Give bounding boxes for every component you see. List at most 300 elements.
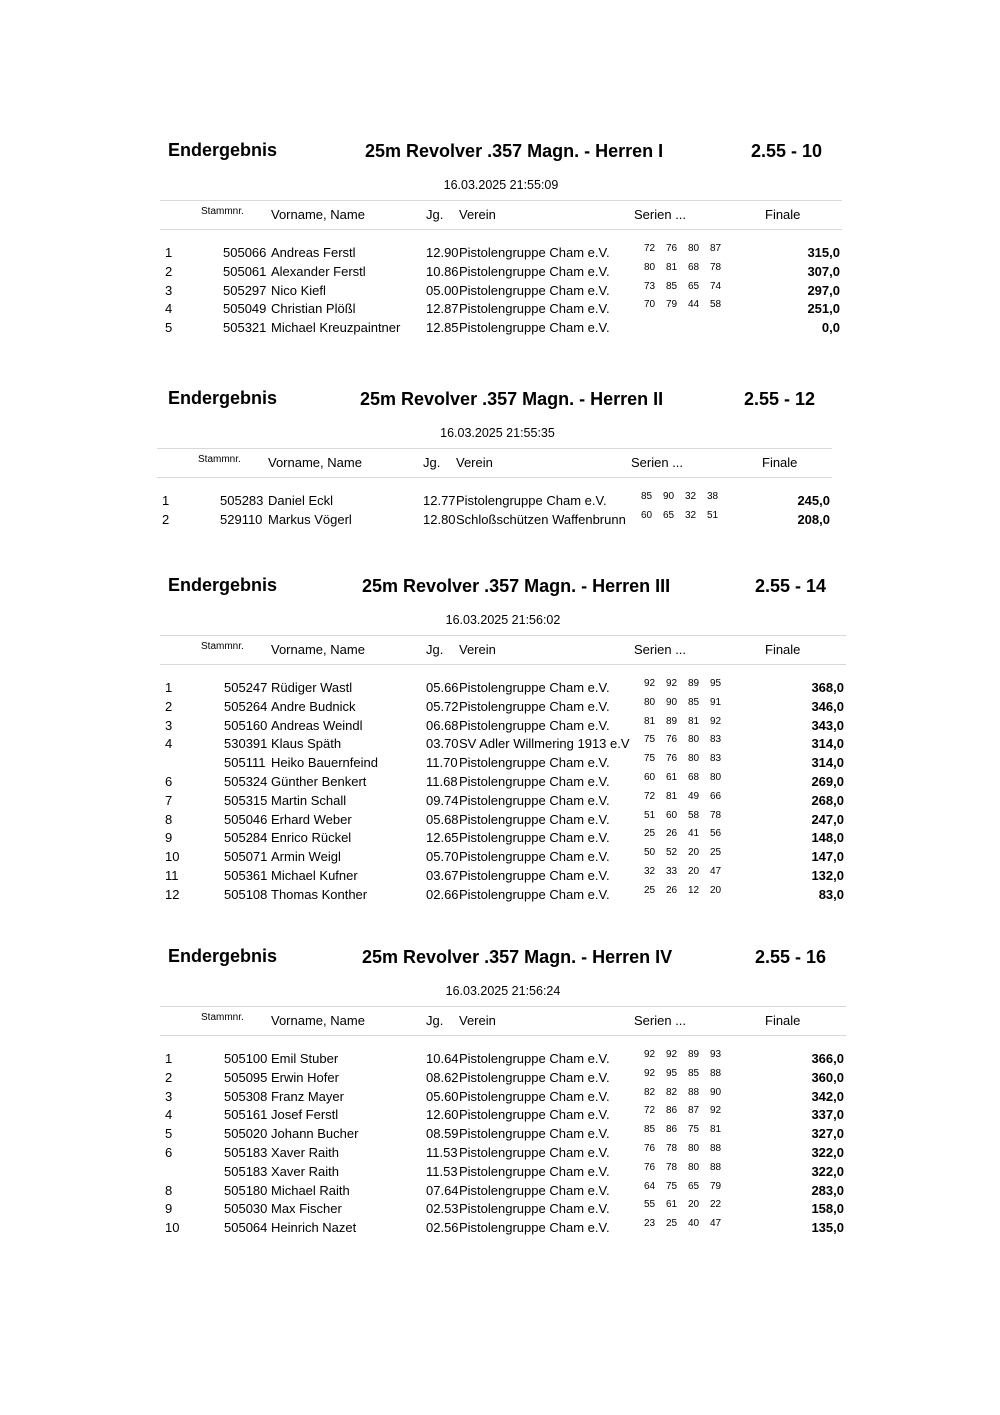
jg-cell: 05.68 xyxy=(426,811,459,827)
name-cell: Josef Ferstl xyxy=(271,1107,339,1123)
serie-value: 25 xyxy=(710,847,722,859)
name-cell: Daniel Eckl xyxy=(268,493,334,508)
table-row xyxy=(160,1124,846,1143)
serie-value: 61 xyxy=(666,771,678,783)
verein-cell: Pistolengruppe Cham e.V. xyxy=(459,1126,610,1142)
result-section xyxy=(160,140,842,340)
result-section xyxy=(160,388,835,588)
serie-value: 66 xyxy=(710,790,722,802)
serie-value: 78 xyxy=(666,1142,678,1154)
jg-cell: 12.80 xyxy=(423,511,456,527)
serie-value: 89 xyxy=(688,678,700,689)
header-serien: Serien ... xyxy=(634,1013,687,1028)
serie-value: 92 xyxy=(644,1067,656,1079)
name-cell: Klaus Späth xyxy=(271,736,342,752)
rank-cell: 1 xyxy=(162,493,170,508)
stammnr-cell: 505180 xyxy=(224,1182,268,1198)
name-cell: Michael Kreuzpaintner xyxy=(271,320,401,336)
table-row xyxy=(160,1218,846,1237)
serie-value: 58 xyxy=(688,809,700,821)
serie-value: 95 xyxy=(710,678,722,689)
serie-value: 51 xyxy=(707,509,719,521)
name-cell: Emil Stuber xyxy=(271,1051,339,1066)
stammnr-cell: 530391 xyxy=(224,736,268,752)
verein-cell: Pistolengruppe Cham e.V. xyxy=(459,755,610,771)
serie-value: 50 xyxy=(644,847,656,859)
stammnr-cell: 505361 xyxy=(224,867,268,883)
serie-value: 85 xyxy=(688,696,700,708)
serien-cell xyxy=(644,791,732,802)
serie-value: 80 xyxy=(688,753,700,765)
verein-cell: Pistolengruppe Cham e.V. xyxy=(459,849,610,865)
serie-value: 89 xyxy=(688,1049,700,1060)
name-cell: Armin Weigl xyxy=(271,849,341,865)
serie-value: 49 xyxy=(688,790,700,802)
serien-cell xyxy=(644,866,732,877)
serien-cell xyxy=(644,1087,732,1098)
table-row xyxy=(160,810,846,829)
jg-cell: 12.85 xyxy=(426,320,459,336)
serie-value: 68 xyxy=(688,771,700,783)
serie-value: 79 xyxy=(710,1180,722,1192)
result-section xyxy=(160,575,846,902)
jg-cell: 10.86 xyxy=(426,263,459,279)
verein-cell: Pistolengruppe Cham e.V. xyxy=(459,1088,610,1104)
verein-cell: Schloßschützen Waffenbrunn xyxy=(456,511,626,527)
finale-cell: 337,0 xyxy=(811,1107,844,1123)
rank-cell: 5 xyxy=(165,320,173,336)
serie-value: 95 xyxy=(666,1067,678,1079)
verein-cell: Pistolengruppe Cham e.V. xyxy=(459,245,610,260)
header-name: Vorname, Name xyxy=(268,455,362,470)
serien-cell xyxy=(644,678,732,689)
header-serien: Serien ... xyxy=(634,642,687,657)
serie-value: 55 xyxy=(644,1199,656,1211)
serien-cell xyxy=(644,810,732,821)
verein-cell: Pistolengruppe Cham e.V. xyxy=(459,792,610,808)
rank-cell: 1 xyxy=(165,680,173,695)
name-cell: Andre Budnick xyxy=(271,698,356,714)
header-verein: Verein xyxy=(459,207,496,222)
serie-value: 86 xyxy=(666,1124,678,1136)
serien-cell xyxy=(644,716,732,727)
finale-cell: 346,0 xyxy=(811,698,844,714)
verein-cell: Pistolengruppe Cham e.V. xyxy=(459,282,610,298)
header-name: Vorname, Name xyxy=(271,1013,365,1028)
finale-cell: 360,0 xyxy=(811,1069,844,1085)
jg-cell: 08.62 xyxy=(426,1069,459,1085)
serie-value: 51 xyxy=(644,809,656,821)
verein-cell: Pistolengruppe Cham e.V. xyxy=(459,680,610,695)
serie-value: 88 xyxy=(710,1142,722,1154)
serie-value: 80 xyxy=(710,771,722,783)
jg-cell: 12.87 xyxy=(426,301,459,317)
result-section xyxy=(160,946,846,1236)
discipline-title: 25m Revolver .357 Magn. - Herren I xyxy=(365,141,664,161)
serie-value: 76 xyxy=(644,1142,656,1154)
stammnr-cell: 505283 xyxy=(220,493,264,508)
rank-cell: 3 xyxy=(165,282,173,298)
stammnr-cell: 505030 xyxy=(224,1201,268,1217)
name-cell: Rüdiger Wastl xyxy=(271,680,353,695)
header-verein: Verein xyxy=(459,642,496,657)
section-title-row xyxy=(160,388,835,414)
table-row xyxy=(160,885,846,904)
serien-cell xyxy=(644,1105,732,1116)
serie-value: 26 xyxy=(666,884,678,896)
table-row xyxy=(160,734,846,753)
serien-cell xyxy=(644,1218,732,1229)
rank-cell: 6 xyxy=(165,1144,173,1160)
finale-cell: 132,0 xyxy=(811,867,844,883)
table-row xyxy=(160,1162,846,1181)
finale-cell: 327,0 xyxy=(811,1126,844,1142)
jg-cell: 12.60 xyxy=(426,1107,459,1123)
header-jg: Jg. xyxy=(426,1013,444,1028)
name-cell: Johann Bucher xyxy=(271,1126,359,1142)
serie-value: 93 xyxy=(710,1049,722,1060)
table-row xyxy=(160,716,846,735)
serien-cell xyxy=(644,262,732,273)
serie-value: 20 xyxy=(688,1199,700,1211)
rank-cell: 2 xyxy=(165,263,173,279)
serie-value: 65 xyxy=(688,1180,700,1192)
header-serien: Serien ... xyxy=(631,455,684,470)
finale-cell: 268,0 xyxy=(811,792,844,808)
finale-cell: 148,0 xyxy=(811,830,844,846)
serie-value: 92 xyxy=(666,1049,678,1060)
stammnr-cell: 505111 xyxy=(224,755,266,771)
serie-value: 74 xyxy=(710,280,722,292)
rank-cell: 7 xyxy=(165,792,173,808)
name-cell: Michael Kufner xyxy=(271,867,358,883)
finale-cell: 368,0 xyxy=(811,680,844,695)
rank-cell: 5 xyxy=(165,1126,173,1142)
serien-cell xyxy=(644,1049,732,1060)
result-rows xyxy=(160,1049,846,1237)
rank-cell: 8 xyxy=(165,1182,173,1198)
jg-cell: 02.66 xyxy=(426,886,459,902)
verein-cell: Pistolengruppe Cham e.V. xyxy=(459,811,610,827)
jg-cell: 02.56 xyxy=(426,1220,459,1236)
verein-cell: Pistolengruppe Cham e.V. xyxy=(459,263,610,279)
serie-value: 85 xyxy=(666,280,678,292)
serie-value: 80 xyxy=(688,734,700,746)
serie-value: 61 xyxy=(666,1199,678,1211)
table-header xyxy=(160,635,846,665)
serie-value: 40 xyxy=(688,1218,700,1230)
rank-cell: 6 xyxy=(165,773,173,789)
verein-cell: Pistolengruppe Cham e.V. xyxy=(459,1201,610,1217)
result-rows xyxy=(160,678,846,904)
result-label: Endergebnis xyxy=(168,388,278,408)
rank-cell: 2 xyxy=(165,698,173,714)
finale-cell: 135,0 xyxy=(811,1220,844,1236)
header-verein: Verein xyxy=(456,455,493,470)
serie-value: 82 xyxy=(644,1086,656,1098)
serien-cell xyxy=(644,243,732,254)
stammnr-cell: 505049 xyxy=(223,301,267,317)
finale-cell: 283,0 xyxy=(811,1182,844,1198)
verein-cell: Pistolengruppe Cham e.V. xyxy=(459,1051,610,1066)
serien-cell xyxy=(644,697,732,708)
stammnr-cell: 505321 xyxy=(223,320,267,336)
name-cell: Andreas Ferstl xyxy=(271,245,356,260)
serie-value: 22 xyxy=(710,1199,722,1211)
serie-value: 44 xyxy=(688,299,700,311)
rank-cell: 4 xyxy=(165,301,173,317)
serien-cell xyxy=(644,1068,732,1079)
jg-cell: 11.53 xyxy=(426,1144,458,1160)
serie-value: 38 xyxy=(707,491,719,502)
result-label: Endergebnis xyxy=(168,140,278,160)
rank-cell: 12 xyxy=(165,886,180,902)
serie-value: 73 xyxy=(644,280,656,292)
serien-cell xyxy=(644,753,732,764)
serie-value: 41 xyxy=(688,828,700,840)
result-datetime: 16.03.2025 21:55:09 xyxy=(443,178,559,192)
table-row xyxy=(160,318,842,337)
jg-cell: 11.70 xyxy=(426,755,458,771)
result-datetime: 16.03.2025 21:55:35 xyxy=(440,426,555,440)
verein-cell: Pistolengruppe Cham e.V. xyxy=(459,1107,610,1123)
stammnr-cell: 505061 xyxy=(223,263,267,279)
verein-cell: Pistolengruppe Cham e.V. xyxy=(459,1144,610,1160)
serien-cell xyxy=(644,1199,732,1210)
serien-cell xyxy=(641,510,729,521)
table-header xyxy=(160,1006,846,1036)
name-cell: Franz Mayer xyxy=(271,1088,344,1104)
serie-value: 72 xyxy=(644,243,656,254)
serien-cell xyxy=(644,1162,732,1173)
serien-cell xyxy=(644,847,732,858)
serie-value: 72 xyxy=(644,790,656,802)
finale-cell: 322,0 xyxy=(811,1163,844,1179)
stammnr-cell: 505160 xyxy=(224,717,268,733)
serie-value: 90 xyxy=(663,491,675,502)
result-rows xyxy=(160,243,842,337)
header-verein: Verein xyxy=(459,1013,496,1028)
serie-value: 75 xyxy=(688,1124,700,1136)
serien-cell xyxy=(644,299,732,310)
finale-cell: 158,0 xyxy=(811,1201,844,1217)
jg-cell: 09.74 xyxy=(426,792,459,808)
stammnr-cell: 505315 xyxy=(224,792,268,808)
rank-cell: 1 xyxy=(165,245,173,260)
table-row xyxy=(160,1199,846,1218)
serie-value: 80 xyxy=(688,243,700,254)
stammnr-cell: 505297 xyxy=(223,282,267,298)
table-row xyxy=(160,1087,846,1106)
rank-cell: 9 xyxy=(165,830,173,846)
table-row xyxy=(160,262,842,281)
serie-value: 81 xyxy=(688,715,700,727)
stammnr-cell: 505064 xyxy=(224,1220,268,1236)
serie-value: 20 xyxy=(688,865,700,877)
serien-cell xyxy=(644,1181,732,1192)
rank-cell: 2 xyxy=(162,511,170,527)
table-header xyxy=(157,448,832,478)
verein-cell: SV Adler Willmering 1913 e.V xyxy=(459,736,630,752)
finale-cell: 147,0 xyxy=(811,849,844,865)
serie-value: 89 xyxy=(666,715,678,727)
stammnr-cell: 505247 xyxy=(224,680,268,695)
rank-cell: 9 xyxy=(165,1201,173,1217)
table-row xyxy=(160,847,846,866)
rank-cell: 3 xyxy=(165,1088,173,1104)
finale-cell: 269,0 xyxy=(811,773,844,789)
rank-cell: 8 xyxy=(165,811,173,827)
serie-value: 25 xyxy=(644,884,656,896)
serie-value: 33 xyxy=(666,865,678,877)
finale-cell: 247,0 xyxy=(811,811,844,827)
name-cell: Erhard Weber xyxy=(271,811,352,827)
serie-value: 68 xyxy=(688,261,700,273)
serie-value: 78 xyxy=(666,1161,678,1173)
jg-cell: 03.67 xyxy=(426,867,459,883)
header-name: Vorname, Name xyxy=(271,207,365,222)
finale-cell: 366,0 xyxy=(811,1051,844,1066)
serie-value: 92 xyxy=(710,715,722,727)
rank-cell: 1 xyxy=(165,1051,173,1066)
table-row xyxy=(160,1181,846,1200)
verein-cell: Pistolengruppe Cham e.V. xyxy=(459,301,610,317)
result-label: Endergebnis xyxy=(168,946,278,966)
serie-value: 85 xyxy=(644,1124,656,1136)
serien-cell xyxy=(644,885,732,896)
stammnr-cell: 505100 xyxy=(224,1051,268,1066)
stammnr-cell: 505108 xyxy=(224,886,268,902)
serie-value: 76 xyxy=(666,753,678,765)
table-row xyxy=(160,791,846,810)
serie-value: 80 xyxy=(688,1161,700,1173)
finale-cell: 343,0 xyxy=(811,717,844,733)
name-cell: Xaver Raith xyxy=(271,1163,339,1179)
serie-value: 81 xyxy=(666,261,678,273)
finale-cell: 342,0 xyxy=(811,1088,844,1104)
table-row xyxy=(160,281,842,300)
result-datetime: 16.03.2025 21:56:24 xyxy=(445,984,561,998)
header-name: Vorname, Name xyxy=(271,642,365,657)
serie-value: 78 xyxy=(710,809,722,821)
jg-cell: 05.00 xyxy=(426,282,459,298)
stammnr-cell: 505161 xyxy=(224,1107,268,1123)
serie-value: 92 xyxy=(644,1049,656,1060)
stammnr-cell: 505046 xyxy=(224,811,268,827)
serie-value: 85 xyxy=(688,1067,700,1079)
name-cell: Enrico Rückel xyxy=(271,830,352,846)
header-jg: Jg. xyxy=(423,455,441,470)
stammnr-cell: 505071 xyxy=(224,849,268,865)
finale-cell: 208,0 xyxy=(797,511,830,527)
verein-cell: Pistolengruppe Cham e.V. xyxy=(459,698,610,714)
rank-cell: 10 xyxy=(165,849,180,865)
jg-cell: 02.53 xyxy=(426,1201,459,1217)
stammnr-cell: 505066 xyxy=(223,245,267,260)
header-jg: Jg. xyxy=(426,642,444,657)
name-cell: Andreas Weindl xyxy=(271,717,363,733)
name-cell: Erwin Hofer xyxy=(271,1069,339,1085)
jg-cell: 12.90 xyxy=(426,245,459,260)
serie-value: 82 xyxy=(666,1086,678,1098)
name-cell: Alexander Ferstl xyxy=(271,263,366,279)
serien-cell xyxy=(644,1124,732,1135)
verein-cell: Pistolengruppe Cham e.V. xyxy=(459,773,610,789)
table-row xyxy=(160,866,846,885)
result-datetime: 16.03.2025 21:56:02 xyxy=(445,613,561,627)
table-row xyxy=(160,1068,846,1087)
table-row xyxy=(160,299,842,318)
result-rows xyxy=(157,491,832,529)
jg-cell: 10.64 xyxy=(426,1051,459,1066)
rank-cell: 11 xyxy=(165,867,179,883)
serie-value: 76 xyxy=(666,243,678,254)
serie-value: 70 xyxy=(644,299,656,311)
serie-value: 88 xyxy=(710,1161,722,1173)
rank-cell: 4 xyxy=(165,736,173,752)
serie-value: 75 xyxy=(666,1180,678,1192)
serie-value: 80 xyxy=(644,696,656,708)
verein-cell: Pistolengruppe Cham e.V. xyxy=(459,1182,610,1198)
serie-value: 32 xyxy=(685,509,697,521)
serie-value: 92 xyxy=(710,1105,722,1117)
name-cell: Günther Benkert xyxy=(271,773,367,789)
header-stammnr: Stammnr. xyxy=(198,454,241,465)
table-row xyxy=(160,772,846,791)
jg-cell: 03.70 xyxy=(426,736,459,752)
serie-value: 65 xyxy=(663,509,675,521)
discipline-title: 25m Revolver .357 Magn. - Herren III xyxy=(362,576,671,596)
stammnr-cell: 505020 xyxy=(224,1126,268,1142)
header-serien: Serien ... xyxy=(634,207,687,222)
serie-value: 64 xyxy=(644,1180,656,1192)
verein-cell: Pistolengruppe Cham e.V. xyxy=(459,320,610,336)
name-cell: Nico Kiefl xyxy=(271,282,326,298)
finale-cell: 0,0 xyxy=(821,320,840,336)
name-cell: Thomas Konther xyxy=(271,886,368,902)
stammnr-cell: 505308 xyxy=(224,1088,268,1104)
finale-cell: 322,0 xyxy=(811,1144,844,1160)
verein-cell: Pistolengruppe Cham e.V. xyxy=(459,886,610,902)
jg-cell: 12.77 xyxy=(423,493,456,508)
jg-cell: 05.66 xyxy=(426,680,459,695)
serie-value: 91 xyxy=(710,696,722,708)
finale-cell: 307,0 xyxy=(807,263,840,279)
finale-cell: 315,0 xyxy=(807,245,840,260)
jg-cell: 06.68 xyxy=(426,717,459,733)
table-row xyxy=(160,678,846,697)
serien-cell xyxy=(641,491,729,502)
name-cell: Heinrich Nazet xyxy=(271,1220,357,1236)
serie-value: 90 xyxy=(666,696,678,708)
name-cell: Markus Vögerl xyxy=(268,511,352,527)
serie-value: 56 xyxy=(710,828,722,840)
table-row xyxy=(160,1049,846,1068)
rank-cell: 2 xyxy=(165,1069,173,1085)
serie-value: 52 xyxy=(666,847,678,859)
serie-value: 81 xyxy=(710,1124,722,1136)
jg-cell: 05.70 xyxy=(426,849,459,865)
verein-cell: Pistolengruppe Cham e.V. xyxy=(459,1163,610,1179)
verein-cell: Pistolengruppe Cham e.V. xyxy=(459,1220,610,1236)
serie-value: 76 xyxy=(666,734,678,746)
serie-value: 60 xyxy=(641,509,653,521)
stammnr-cell: 505183 xyxy=(224,1144,268,1160)
serie-value: 87 xyxy=(710,243,722,254)
jg-cell: 05.60 xyxy=(426,1088,459,1104)
serie-value: 90 xyxy=(710,1086,722,1098)
name-cell: Max Fischer xyxy=(271,1201,342,1217)
